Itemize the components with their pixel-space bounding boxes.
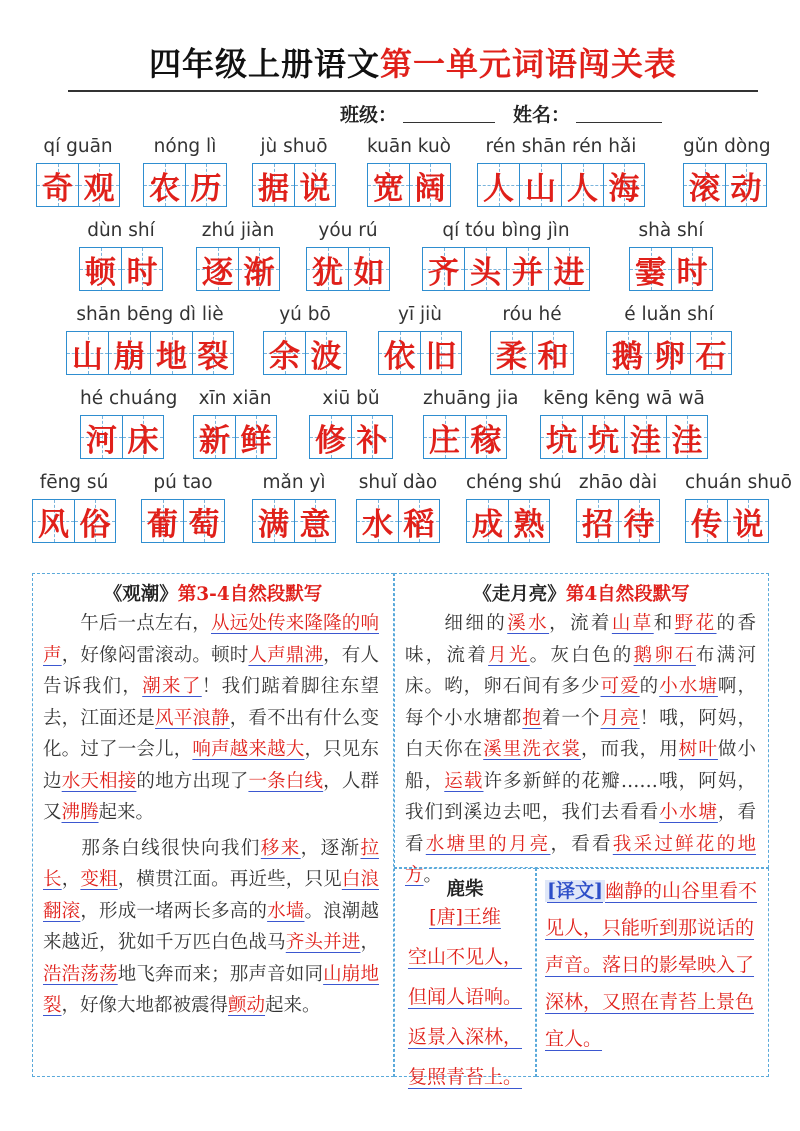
tianzige-cell [238, 247, 280, 291]
hanzi: 人 [567, 170, 598, 207]
hanzi: 洼 [630, 422, 661, 459]
hanzi: 风 [38, 506, 69, 543]
hanzi: 传 [691, 506, 722, 543]
zouyueliang-title-task: 第4自然段默写 [565, 584, 690, 605]
pinyin: yóu rú [318, 220, 378, 241]
vocab-word [263, 301, 347, 375]
answer-blank: 响声越来越大 [192, 739, 305, 760]
text-segment: ，人群又 [43, 770, 379, 823]
tianzige-cell [378, 331, 420, 375]
translation-body: 幽静的山谷里看不见人，只能听到那说话的声音。落日的影晕映入了深林，又照在青苔上景色宜人。 [545, 880, 757, 1050]
hanzi: 裂 [197, 338, 229, 375]
pinyin: yú bō [279, 304, 331, 325]
text-segment: 的地方出现了 [136, 770, 249, 792]
tianzige-cell [306, 247, 348, 291]
poem-line: 复照青苔上。 [407, 1066, 522, 1088]
tianzige-cell [576, 499, 618, 543]
pinyin: chuán shuō [685, 472, 792, 493]
tianzige-cell [66, 331, 108, 375]
tianzige-cell [465, 415, 507, 459]
tianzige-cell [150, 331, 192, 375]
hanzi: 水 [362, 506, 393, 543]
answer-blank: 白浪翻滚 [43, 869, 379, 922]
text-segment: ，看看 [405, 802, 756, 855]
text-segment: 起来。 [98, 802, 155, 823]
hanzi: 山 [525, 170, 556, 207]
hanzi: 意 [299, 506, 331, 543]
text-segment: 许多新鲜的花瓣……哦，阿妈，我们到溪边去吧，我们去看看 [405, 770, 756, 823]
vocab-word [683, 133, 771, 207]
pinyin: shuǐ dào [358, 472, 438, 493]
text-segment: 的香味，流着 [405, 613, 756, 666]
text-segment: ！我们踮着脚往东望去，江面还是 [43, 676, 379, 729]
tianzige-cell [32, 499, 74, 543]
tianzige-cell [464, 247, 506, 291]
answer-blank: 运载 [444, 770, 484, 792]
text-segment: ， [360, 932, 379, 953]
guanchao-pane [32, 573, 394, 1077]
tianzige-cell [108, 331, 150, 375]
hanzi: 进 [553, 254, 585, 291]
tianzige-cell [423, 415, 465, 459]
hanzi: 头 [470, 254, 501, 291]
hanzi: 宽 [373, 170, 404, 207]
tianzige-cell [309, 415, 351, 459]
hanzi: 依 [384, 338, 415, 375]
text-segment: ，有人告诉我们， [43, 644, 379, 697]
tianzige-cell [508, 499, 550, 543]
vocab-word [193, 385, 277, 459]
tianzige-cell [398, 499, 440, 543]
tianzige-cell [79, 247, 121, 291]
poem-pane [394, 868, 536, 1088]
pinyin: nóng lì [153, 136, 217, 157]
vocab-word [466, 469, 562, 543]
pinyin: jù shuō [260, 136, 328, 157]
vocab-word [306, 217, 390, 291]
vocab-word [252, 469, 336, 543]
answer-blank: 溪里洗衣裳 [483, 739, 581, 760]
hanzi: 鲜 [240, 422, 272, 459]
answer-blank: 水塘里的月亮 [425, 833, 551, 855]
text-segment: 着一个 [541, 707, 601, 729]
hanzi: 俗 [79, 506, 111, 543]
tianzige-cell [466, 499, 508, 543]
vocab-word [685, 469, 792, 543]
pinyin: róu hé [502, 304, 562, 325]
vocab-word [309, 385, 393, 459]
hanzi: 柔 [496, 338, 527, 375]
tianzige-cell [141, 499, 183, 543]
tianzige-cell [183, 499, 225, 543]
hanzi: 崩 [114, 338, 145, 375]
vocab-word [422, 217, 590, 291]
tianzige-cell [122, 415, 164, 459]
tianzige-cell [263, 331, 305, 375]
answer-blank: 月亮 [600, 707, 640, 729]
hanzi: 地 [156, 338, 187, 375]
name-bar [340, 100, 662, 127]
vocab-row [0, 469, 800, 555]
answer-blank: 野花 [674, 613, 717, 634]
tianzige-cell [618, 499, 660, 543]
tianzige-cell [690, 331, 732, 375]
guanchao-title-book: 《观潮》 [103, 584, 178, 605]
answer-blank: 山崩地裂 [43, 963, 379, 1016]
hanzi: 人 [483, 170, 514, 207]
text-segment: ，横贯江面。再近些，只见 [117, 869, 342, 890]
tianzige-cell [422, 247, 464, 291]
hanzi: 历 [190, 170, 222, 207]
text-segment: ，而我，用 [581, 739, 679, 760]
vocab-word [606, 301, 732, 375]
vocab-word [423, 385, 519, 459]
vocab-row [0, 133, 800, 219]
pinyin: mǎn yì [262, 472, 326, 493]
hanzi: 补 [356, 422, 388, 459]
pinyin: kuān kuò [367, 136, 451, 157]
text-segment: 午后一点左右， [80, 613, 211, 634]
vocab-word [80, 385, 178, 459]
hanzi: 波 [310, 338, 342, 375]
poem-line: 但闻人语响。 [407, 986, 522, 1008]
tianzige-cell [683, 163, 725, 207]
tianzige-cell [629, 247, 671, 291]
vocab-word [576, 469, 660, 543]
answer-blank: 抱 [522, 707, 542, 729]
hanzi: 据 [258, 170, 289, 207]
hanzi: 熟 [513, 506, 545, 543]
tianzige-cell [548, 247, 590, 291]
text-segment: 。 [423, 865, 443, 886]
answer-blank: 风平浪静 [155, 707, 230, 729]
hanzi: 逐 [202, 254, 233, 291]
vocab-word [540, 385, 708, 459]
answer-blank: 水墙 [267, 900, 305, 922]
text-segment: ，好像大地都被震得 [61, 995, 229, 1016]
text-segment: ，看不出有什么变化。过了一会儿， [43, 707, 379, 760]
hanzi: 海 [608, 170, 640, 207]
tianzige-cell [624, 415, 666, 459]
translation-text [537, 869, 768, 1058]
hanzi: 观 [83, 170, 115, 207]
hanzi: 招 [582, 506, 613, 543]
vocab-word [36, 133, 120, 207]
title-black: 四年级上册语文 [148, 45, 380, 83]
tianzige-cell [540, 415, 582, 459]
hanzi: 说 [732, 506, 764, 543]
answer-blank: 浩浩荡荡 [43, 963, 118, 985]
zouyueliang-title-book: 《走月亮》 [473, 584, 566, 605]
tianzige-cell [519, 163, 561, 207]
hanzi: 顿 [85, 254, 116, 291]
pinyin: zhāo dài [578, 472, 658, 493]
hanzi: 新 [199, 422, 230, 459]
text-segment: 和 [653, 613, 675, 634]
text-segment: ，好像闷雷滚动。顿时 [61, 644, 249, 666]
text-segment: 布满河床。哟，卵石间有多少 [405, 644, 756, 697]
hanzi: 说 [299, 170, 331, 207]
answer-blank: 溪水 [507, 613, 550, 634]
hanzi: 修 [315, 422, 346, 459]
tianzige-cell [727, 499, 769, 543]
hanzi: 坑 [546, 422, 577, 459]
text-segment: ，流着 [549, 613, 612, 634]
poem-lines [395, 897, 535, 1097]
pinyin: rén shān rén hǎi [485, 136, 637, 157]
answer-blank: 人声鼎沸 [248, 644, 324, 666]
pinyin: qí guān [43, 136, 113, 157]
text-segment: ！哦，阿妈，白天你在 [405, 707, 756, 760]
answer-blank: 从远处传来隆隆的响声 [43, 613, 379, 666]
vocab-word [477, 133, 645, 207]
text-segment: 起来。 [265, 995, 321, 1016]
tianzige-cell [367, 163, 409, 207]
zouyueliang-title [395, 580, 768, 606]
vocab-word [367, 133, 451, 207]
text-segment: 。浪潮越来越近，犹如千万匹白色战马 [43, 900, 379, 953]
hanzi: 河 [86, 422, 117, 459]
poem-line: 返景入深林， [407, 1026, 522, 1048]
tianzige-cell [685, 499, 727, 543]
tianzige-cell [603, 163, 645, 207]
translation-pane [536, 868, 769, 1077]
pinyin: chéng shú [466, 472, 562, 493]
pinyin: gǔn dòng [683, 136, 771, 157]
name-label: 姓名： [513, 104, 571, 126]
hanzi: 齐 [428, 254, 459, 291]
zouyueliang-para [395, 606, 768, 892]
answer-blank: 变粗 [80, 869, 118, 890]
pinyin: kēng kēng wā wā [543, 388, 705, 409]
text-segment: ，只见东边 [43, 739, 379, 792]
tianzige-cell [235, 415, 277, 459]
text-segment: 的 [639, 676, 660, 697]
tianzige-cell [356, 499, 398, 543]
translation-tag: [译文] [547, 880, 603, 902]
hanzi: 滚 [689, 170, 720, 207]
text-segment: 。灰白色的 [529, 644, 634, 666]
tianzige-cell [490, 331, 532, 375]
tianzige-cell [606, 331, 648, 375]
vocab-word [252, 133, 336, 207]
answer-blank: 小水塘 [659, 676, 718, 697]
tianzige-cell [294, 499, 336, 543]
vocab-word [629, 217, 713, 291]
zouyueliang-pane [394, 573, 769, 886]
hanzi: 时 [126, 254, 158, 291]
tianzige-cell [582, 415, 624, 459]
hanzi: 稼 [470, 422, 502, 459]
hanzi: 葡 [147, 506, 178, 543]
tianzige-cell [196, 247, 238, 291]
text-segment: 啊，每个小水塘都 [405, 676, 756, 729]
answer-blank: 一条白线 [248, 770, 324, 792]
hanzi: 和 [537, 338, 569, 375]
page-title [68, 40, 758, 92]
pinyin: hé chuáng [80, 388, 178, 409]
vocab-word [378, 301, 462, 375]
poem-title: 鹿柴 [446, 879, 484, 900]
vocab-word [79, 217, 163, 291]
vocab-word [490, 301, 574, 375]
hanzi: 渐 [243, 254, 275, 291]
poem-author: [唐]王维 [429, 906, 501, 928]
tianzige-cell [305, 331, 347, 375]
tianzige-cell [725, 163, 767, 207]
tianzige-cell [192, 331, 234, 375]
tianzige-cell [506, 247, 548, 291]
pinyin: zhú jiàn [201, 220, 275, 241]
tianzige-cell [143, 163, 185, 207]
hanzi: 成 [472, 506, 503, 543]
guanchao-para-1 [33, 606, 393, 829]
hanzi: 山 [72, 338, 103, 375]
hanzi: 余 [269, 338, 300, 375]
pinyin: yī jiù [398, 304, 442, 325]
vocab-row [0, 301, 800, 387]
text-segment: ，看看 [550, 833, 613, 855]
pinyin: xiū bǔ [322, 388, 380, 409]
pinyin: shān bēng dì liè [76, 304, 224, 325]
answer-blank: 沸腾 [61, 802, 99, 823]
text-segment: ， [61, 869, 81, 890]
answer-blank: 小水塘 [659, 802, 718, 823]
pinyin: qí tóu bìng jìn [442, 220, 570, 241]
tianzige-cell [648, 331, 690, 375]
vocab-word [196, 217, 280, 291]
vocab-row [0, 385, 800, 471]
answer-blank: 潮来了 [142, 676, 202, 697]
guanchao-para-2 [33, 829, 393, 1022]
tianzige-cell [561, 163, 603, 207]
pinyin: dùn shí [87, 220, 155, 241]
tianzige-cell [121, 247, 163, 291]
tianzige-cell [348, 247, 390, 291]
tianzige-cell [74, 499, 116, 543]
pinyin: fēng sú [39, 472, 109, 493]
answer-blank: 拉长 [43, 837, 379, 890]
pinyin: shà shí [638, 220, 704, 241]
text-segment: 那条白线很快向我们 [80, 837, 261, 859]
answer-blank: 颤动 [228, 995, 266, 1016]
hanzi: 霎 [635, 254, 666, 291]
hanzi: 时 [676, 254, 708, 291]
hanzi: 奇 [42, 170, 73, 207]
tianzige-cell [36, 163, 78, 207]
pinyin: pú tao [153, 472, 213, 493]
text-segment: 细细的 [442, 613, 508, 634]
tianzige-cell [185, 163, 227, 207]
poem-line: 空山不见人， [407, 946, 522, 968]
tianzige-cell [671, 247, 713, 291]
tianzige-cell [294, 163, 336, 207]
answer-blank: 我采过鲜花的地方 [405, 833, 756, 886]
tianzige-cell [351, 415, 393, 459]
class-blank[interactable] [403, 106, 495, 123]
hanzi: 庄 [429, 422, 460, 459]
class-label: 班级： [340, 104, 398, 126]
hanzi: 鹅 [612, 338, 643, 375]
text-segment: ，形成一堵两长多高的 [80, 900, 268, 922]
pinyin: zhuāng jia [423, 388, 519, 409]
hanzi: 床 [127, 422, 159, 459]
hanzi: 如 [353, 254, 385, 291]
hanzi: 犹 [312, 254, 343, 291]
tianzige-cell [420, 331, 462, 375]
hanzi: 阔 [414, 170, 446, 207]
hanzi: 石 [695, 338, 727, 375]
vocab-word [356, 469, 440, 543]
guanchao-title [33, 580, 393, 606]
hanzi: 动 [730, 170, 762, 207]
text-segment: ，逐渐 [300, 837, 361, 859]
title-red: 第一单元词语闯关表 [380, 45, 678, 83]
pinyin: xīn xiān [198, 388, 272, 409]
vocab-word [32, 469, 116, 543]
hanzi: 稻 [403, 506, 435, 543]
tianzige-cell [193, 415, 235, 459]
hanzi: 洼 [671, 422, 703, 459]
tianzige-cell [78, 163, 120, 207]
answer-blank: 鹅卵石 [633, 644, 696, 666]
tianzige-cell [80, 415, 122, 459]
answer-blank: 移来 [260, 837, 301, 859]
tianzige-cell [252, 499, 294, 543]
name-blank[interactable] [576, 106, 662, 123]
hanzi: 坑 [588, 422, 619, 459]
vocab-word [143, 133, 227, 207]
vocab-word [141, 469, 225, 543]
answer-blank: 树叶 [678, 739, 718, 760]
vocab-word [66, 301, 234, 375]
hanzi: 满 [258, 506, 289, 543]
hanzi: 待 [623, 506, 655, 543]
answer-blank: 可爱 [600, 676, 640, 697]
answer-blank: 山草 [611, 613, 654, 634]
tianzige-cell [532, 331, 574, 375]
tianzige-cell [409, 163, 451, 207]
hanzi: 旧 [425, 338, 457, 375]
guanchao-title-task: 第3-4自然段默写 [177, 584, 323, 605]
hanzi: 并 [512, 254, 543, 291]
answer-blank: 水天相接 [61, 770, 137, 792]
answer-blank: 月光 [488, 644, 530, 666]
text-segment: 地飞奔而来；那声音如同 [117, 963, 324, 985]
vocab-row [0, 217, 800, 303]
hanzi: 萄 [188, 506, 220, 543]
answer-blank: 齐头并进 [285, 932, 361, 953]
hanzi: 卵 [654, 338, 685, 375]
hanzi: 农 [149, 170, 180, 207]
tianzige-cell [477, 163, 519, 207]
pinyin: é luǎn shí [624, 304, 714, 325]
text-segment: 做小船， [405, 739, 756, 792]
tianzige-cell [666, 415, 708, 459]
tianzige-cell [252, 163, 294, 207]
